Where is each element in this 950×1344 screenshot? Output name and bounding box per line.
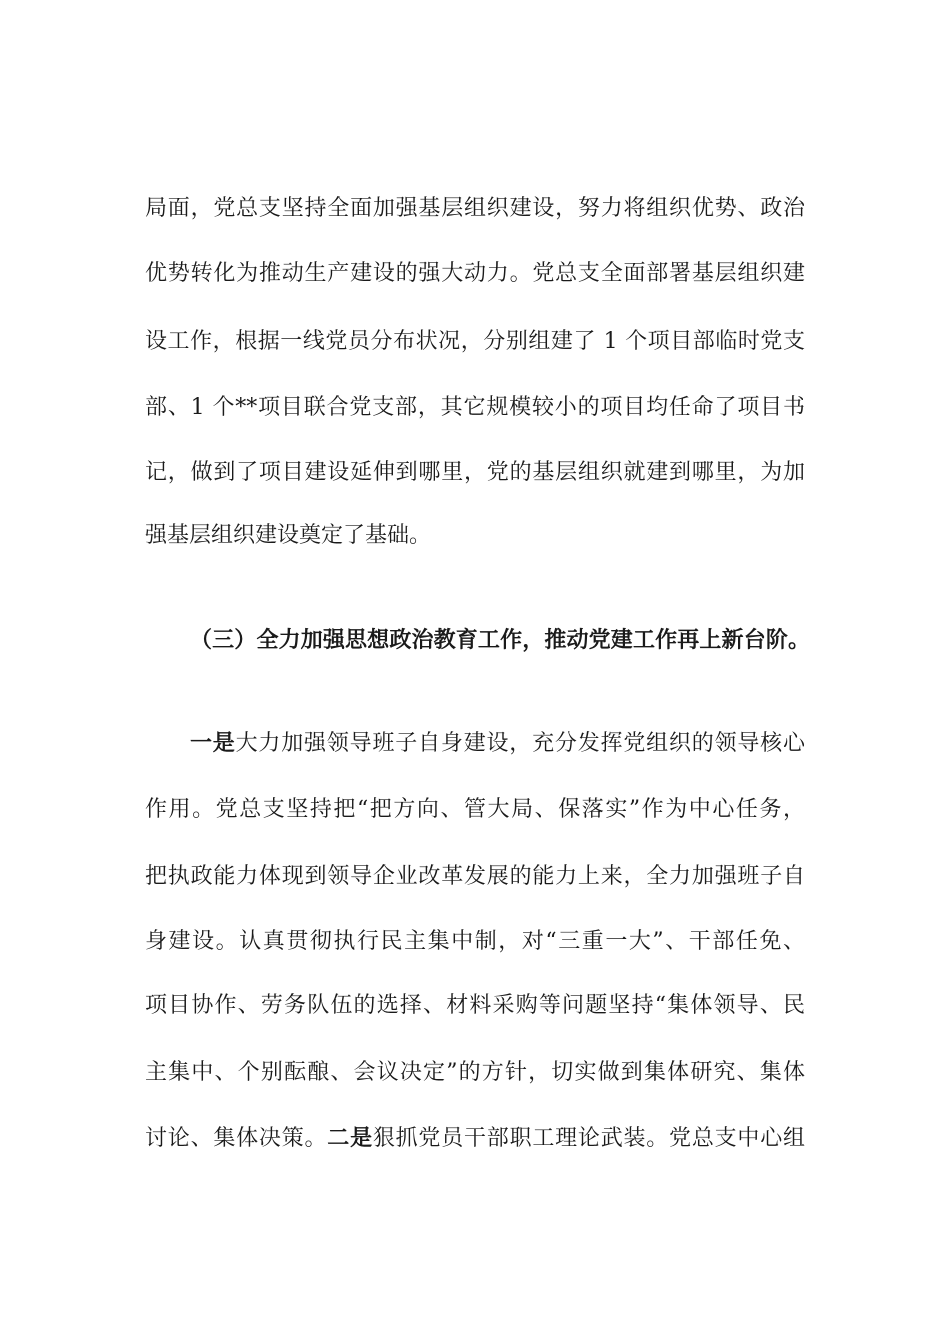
paragraph-text: 狠抓党员干部职工理论武装。党总支中心组 <box>372 1126 805 1151</box>
paragraph-line: 记，做到了项目建设延伸到哪里，党的基层组织就建到哪里，为加 <box>145 460 805 485</box>
section-heading: （三）全力加强思想政治教育工作，推动党建工作再上新台阶。 <box>190 628 810 653</box>
paragraph-line: 把执政能力体现到领导企业改革发展的能力上来，全力加强班子自 <box>145 864 805 889</box>
paragraph-line: 身建设。认真贯彻执行民主集中制，对“三重一大”、干部任免、 <box>145 929 805 954</box>
paragraph-line: 项目协作、劳务队伍的选择、材料采购等问题坚持“集体领导、民 <box>145 993 805 1018</box>
paragraph-line: 主集中、个别酝酿、会议决定”的方针，切实做到集体研究、集体 <box>145 1060 805 1085</box>
paragraph-text: 讨论、集体决策。 <box>145 1126 328 1151</box>
paragraph-line: 设工作，根据一线党员分布状况，分别组建了 1 个项目部临时党支 <box>145 329 805 354</box>
paragraph-line: 强基层组织建设奠定了基础。 <box>145 523 432 548</box>
paragraph-text: 大力加强领导班子自身建设，充分发挥党组织的领导核心 <box>235 731 805 756</box>
emphasis-label: 一是 <box>190 731 236 756</box>
paragraph-last-line <box>145 1125 805 1153</box>
paragraph-first-line <box>190 730 805 758</box>
emphasis-label: 二是 <box>327 1126 373 1151</box>
paragraph-line: 优势转化为推动生产建设的强大动力。党总支全面部署基层组织建 <box>145 261 805 286</box>
paragraph-line: 局面，党总支坚持全面加强基层组织建设，努力将组织优势、政治 <box>145 196 805 221</box>
paragraph-line: 部、1 个**项目联合党支部，其它规模较小的项目均任命了项目书 <box>145 395 805 420</box>
paragraph-line: 作用。党总支坚持把“把方向、管大局、保落实”作为中心任务， <box>145 797 805 822</box>
